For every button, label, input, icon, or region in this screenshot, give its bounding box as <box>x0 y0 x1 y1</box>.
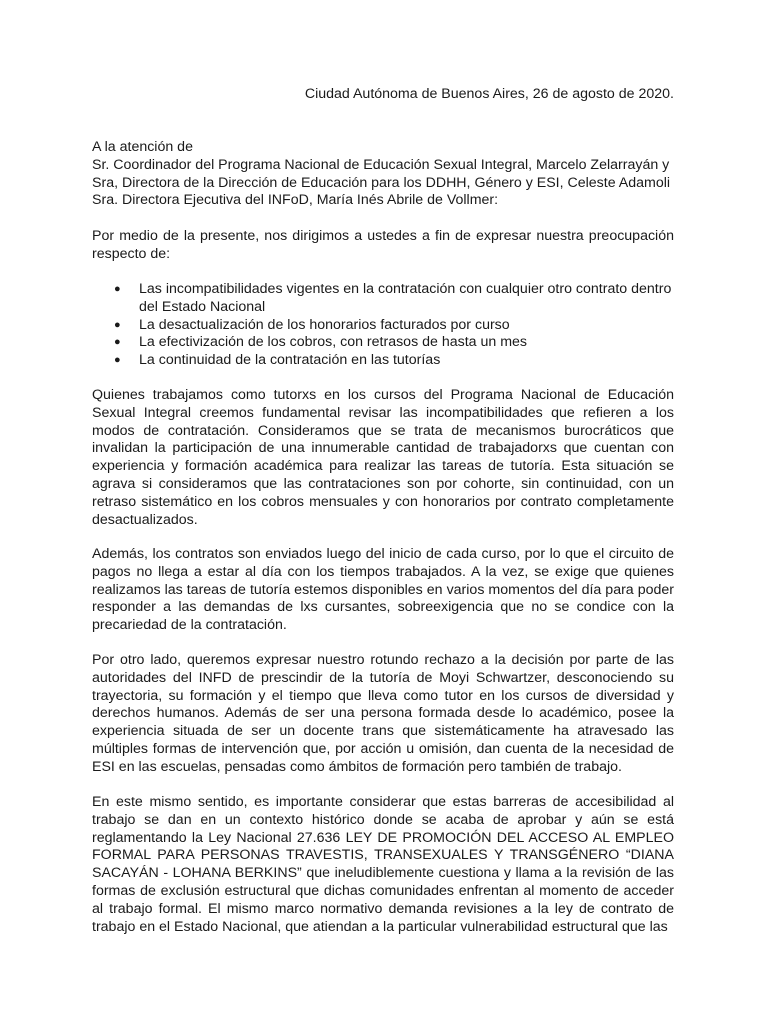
addressee-line: Sra, Directora de la Dirección de Educación para los DDHH, Género y ESI, Celeste Adamoli <box>92 174 671 191</box>
bullet-icon: ● <box>114 318 121 331</box>
list-item <box>92 281 674 317</box>
list-item <box>92 334 674 352</box>
addressee-line: Sra. Directora Ejecutiva del INFoD, María Inés Abrile de Vollmer: <box>92 192 499 209</box>
addressee-line: Sr. Coordinador del Programa Nacional de Educación Sexual Integral, Marcelo Zelarrayán y <box>92 156 670 173</box>
addressee-line: A la atención de <box>92 139 193 155</box>
list-item-text: Las incompatibilidades vigentes en la contratación con cualquier otro contrato dentro del Estado Nacional <box>139 281 672 315</box>
body-paragraph: Quienes trabajamos como tutorxs en los cursos del Programa Nacional de Educación Sexual Integral creemos fundamental revisar las incompatibilidades que refieren a los modos de contratación. Consideramos que se trata de mecanismos burocráticos que invalidan la participación de una innumerable cantidad de trabajadorxs que cuentan con experiencia y formación académica para realizar las tareas de tutoría. Esta situación se agrava si consideramos que las contrataciones son por cohorte, sin continuidad, con un retraso sistemático en los cobros mensuales y con honorarios por contrato completamente desactualizados. <box>92 387 674 528</box>
body-paragraph: Por otro lado, queremos expresar nuestro rotundo rechazo a la decisión por parte de las autoridades del INFD de prescindir de la tutoría de Moyi Schwartzer, desconociendo su trayectoria, su formación y el tiempo que lleva como tutor en los cursos de diversidad y derechos humanos. Además de ser una persona formada desde lo académico, posee la experiencia situada de ser un docente trans que sistemáticamente ha atravesado las múltiples formas de intervención que, por acción u omisión, dan cuenta de la necesidad de ESI en las escuelas, pensadas como ámbitos de formación pero también de trabajo. <box>92 652 674 775</box>
list-item-text: La continuidad de la contratación en las tutorías <box>139 352 441 369</box>
list-item-text: La desactualización de los honorarios facturados por curso <box>139 316 510 333</box>
addressee-block <box>92 139 674 210</box>
date-line: Ciudad Autónoma de Buenos Aires, 26 de agosto de 2020. <box>304 86 674 102</box>
body-paragraph: Además, los contratos son enviados luego del inicio de cada curso, por lo que el circuito de pagos no llega a estar al día con los tiempos trabajados. A la vez, se exige que quienes realizamos las tareas de tutoría estemos disponibles en varios momentos del día para poder responder a las demandas de lxs cursantes, sobreexigencia que no se condice con la precariedad de la contratación. <box>92 546 674 634</box>
bullet-icon: ● <box>114 336 121 349</box>
bullet-icon: ● <box>114 354 121 367</box>
list-item <box>92 317 674 335</box>
list-item-text: La efectivización de los cobros, con retrasos de hasta un mes <box>139 334 528 351</box>
intro-paragraph: Por medio de la presente, nos dirigimos a ustedes a fin de expresar nuestra preocupación respecto de: <box>92 228 674 262</box>
list-item <box>92 352 674 370</box>
concerns-list <box>92 281 674 370</box>
body-paragraph: En este mismo sentido, es importante considerar que estas barreras de accesibilidad al trabajo se dan en un contexto histórico donde se acaba de aprobar y aún se está reglamentando la Ley Nacional 27.636 LEY DE PROMOCIÓN DEL ACCESO AL EMPLEO FORMAL PARA PERSONAS TRAVESTIS, TRANSEXUALES Y TRANSGÉNERO “DIANA SACAYÁN - LOHANA BERKINS” que ineludiblemente cuestiona y llama a la revisión de las formas de exclusión estructural que dichas comunidades enfrentan al momento de acceder al trabajo formal. El mismo marco normativo demanda revisiones a la ley de contrato de trabajo en el Estado Nacional, que atiendan a la particular vulnerabilidad estructural que las <box>92 794 674 935</box>
bullet-icon: ● <box>114 283 121 295</box>
